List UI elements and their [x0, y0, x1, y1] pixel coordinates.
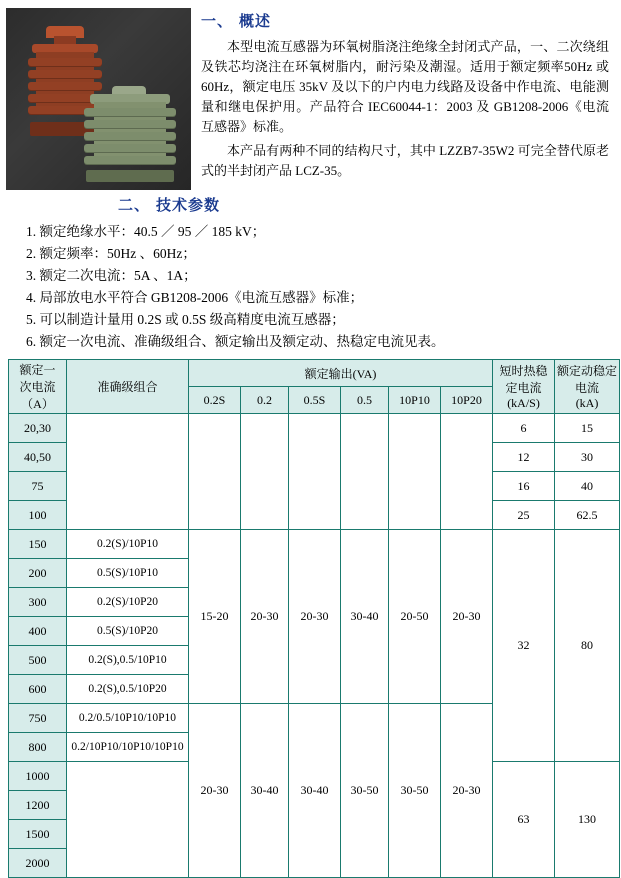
cell-primary-current: 200 [9, 559, 67, 588]
cell-output-10p20: 20-30 [441, 704, 493, 878]
header-thermal-current: 短时热稳 定电流 (kA/S) [493, 360, 555, 414]
brown-fin [28, 58, 102, 66]
cell-output-10p10: 30-50 [389, 704, 441, 878]
overview-heading [201, 10, 609, 31]
cell-output-blank-10p20 [441, 414, 493, 530]
cell-output-05s: 30-40 [289, 704, 341, 878]
cell-output-blank-02s [189, 414, 241, 530]
cell-primary-current: 500 [9, 646, 67, 675]
overview-paragraph-2: 本产品有两种不同的结构尺寸，其中 LZZB7-35W2 可完全替代原老式的半封闭产品 LCZ-35。 [201, 143, 609, 178]
params-block [0, 194, 621, 353]
param-item: 3. 额定二次电流：5A 、1A； [26, 268, 197, 283]
header-output-0-2: 0.2 [241, 387, 289, 414]
params-heading [118, 194, 613, 215]
green-base [86, 170, 174, 182]
cell-primary-current: 40,50 [9, 443, 67, 472]
header-rated-output: 额定输出(VA) [189, 360, 493, 387]
cell-primary-current: 1200 [9, 791, 67, 820]
cell-accuracy: 0.2/10P10/10P10/10P10 [67, 733, 189, 762]
params-list [8, 221, 613, 353]
cell-output-02s: 20-30 [189, 704, 241, 878]
cell-accuracy-blank-2 [67, 762, 189, 878]
cell-primary-current: 20,30 [9, 414, 67, 443]
header-output-0-2s: 0.2S [189, 387, 241, 414]
cell-dynamic-current: 62.5 [555, 501, 620, 530]
param-item: 5. 可以制造计量用 0.2S 或 0.5S 级高精度电流互感器； [26, 312, 345, 327]
cell-primary-current: 100 [9, 501, 67, 530]
cell-accuracy: 0.2(S),0.5/10P10 [67, 646, 189, 675]
cell-primary-current: 400 [9, 617, 67, 646]
params-heading-number: 二、 [118, 198, 151, 214]
overview-paragraph-1: 本型电流互感器为环氧树脂浇注绝缘全封闭式产品，一、二次绕组及铁芯均浇注在环氧树脂内，耐污染及潮湿。适用于额定频率50Hz 或 60Hz，额定电压 35kV 及以下的户内电力线路及设备中作电流、电能测量和继电保护用。产品符合 IEC60044-1：2003 及 GB1208-2006《电流互感器》标准。 [201, 39, 609, 134]
cell-accuracy: 0.2/0.5/10P10/10P10 [67, 704, 189, 733]
cell-accuracy-blank-1 [67, 414, 189, 530]
overview-heading-text: 概述 [239, 14, 272, 30]
table-head [9, 360, 620, 414]
cell-accuracy: 0.2(S)/10P10 [67, 530, 189, 559]
cell-output-blank-05 [341, 414, 389, 530]
cell-accuracy: 0.2(S)/10P20 [67, 588, 189, 617]
cell-primary-current: 75 [9, 472, 67, 501]
green-fin [84, 156, 176, 164]
cell-thermal-current: 32 [493, 530, 555, 762]
cell-dynamic-current: 80 [555, 530, 620, 762]
param-item: 4. 局部放电水平符合 GB1208-2006《电流互感器》标准； [26, 290, 364, 305]
brown-fin [28, 70, 102, 78]
green-fin [84, 120, 176, 128]
overview-block [191, 8, 615, 190]
cell-thermal-current: 6 [493, 414, 555, 443]
param-item: 2. 额定频率：50Hz 、60Hz； [26, 246, 196, 261]
param-item: 6. 额定一次电流、准确级组合、额定输出及额定动、热稳定电流见表。 [26, 334, 445, 349]
cell-output-02: 20-30 [241, 530, 289, 704]
cell-primary-current: 750 [9, 704, 67, 733]
cell-primary-current: 300 [9, 588, 67, 617]
cell-thermal-current: 63 [493, 762, 555, 878]
cell-primary-current: 150 [9, 530, 67, 559]
green-fin [84, 132, 176, 140]
green-transformer-image [84, 86, 176, 182]
cell-primary-current: 1500 [9, 820, 67, 849]
table-header-row-1 [9, 360, 620, 387]
cell-output-10p20: 20-30 [441, 530, 493, 704]
cell-accuracy: 0.5(S)/10P20 [67, 617, 189, 646]
cell-accuracy: 0.5(S)/10P10 [67, 559, 189, 588]
cell-output-10p10: 20-50 [389, 530, 441, 704]
specification-table [8, 359, 620, 878]
green-fin [84, 108, 176, 116]
cell-output-05: 30-50 [341, 704, 389, 878]
cell-output-blank-05s [289, 414, 341, 530]
cell-output-blank-02 [241, 414, 289, 530]
header-accuracy-combination: 准确级组合 [67, 360, 189, 414]
table-row [9, 414, 620, 443]
cell-output-05: 30-40 [341, 530, 389, 704]
cell-dynamic-current: 130 [555, 762, 620, 878]
header-output-10p10: 10P10 [389, 387, 441, 414]
table-body [9, 414, 620, 878]
cell-dynamic-current: 40 [555, 472, 620, 501]
cell-primary-current: 600 [9, 675, 67, 704]
param-item: 1. 额定绝缘水平：40.5 ／ 95 ／ 185 kV； [26, 224, 266, 239]
cell-primary-current: 1000 [9, 762, 67, 791]
header-output-0-5: 0.5 [341, 387, 389, 414]
header-output-10p20: 10P20 [441, 387, 493, 414]
cell-dynamic-current: 30 [555, 443, 620, 472]
overview-heading-number: 一、 [201, 14, 234, 30]
cell-dynamic-current: 15 [555, 414, 620, 443]
cell-output-blank-10p10 [389, 414, 441, 530]
cell-output-02s: 15-20 [189, 530, 241, 704]
cell-thermal-current: 25 [493, 501, 555, 530]
header-output-0-5s: 0.5S [289, 387, 341, 414]
top-section [0, 0, 621, 190]
cell-accuracy: 0.2(S),0.5/10P20 [67, 675, 189, 704]
product-photo [6, 8, 191, 190]
cell-output-05s: 20-30 [289, 530, 341, 704]
cell-thermal-current: 12 [493, 443, 555, 472]
header-dynamic-current: 额定动稳定 电流 (kA) [555, 360, 620, 414]
cell-primary-current: 2000 [9, 849, 67, 878]
params-heading-text: 技术参数 [156, 198, 221, 214]
table-row [9, 530, 620, 559]
cell-thermal-current: 16 [493, 472, 555, 501]
cell-output-02: 30-40 [241, 704, 289, 878]
header-primary-current: 额定一 次电流 （A） [9, 360, 67, 414]
green-fin [84, 144, 176, 152]
cell-primary-current: 800 [9, 733, 67, 762]
